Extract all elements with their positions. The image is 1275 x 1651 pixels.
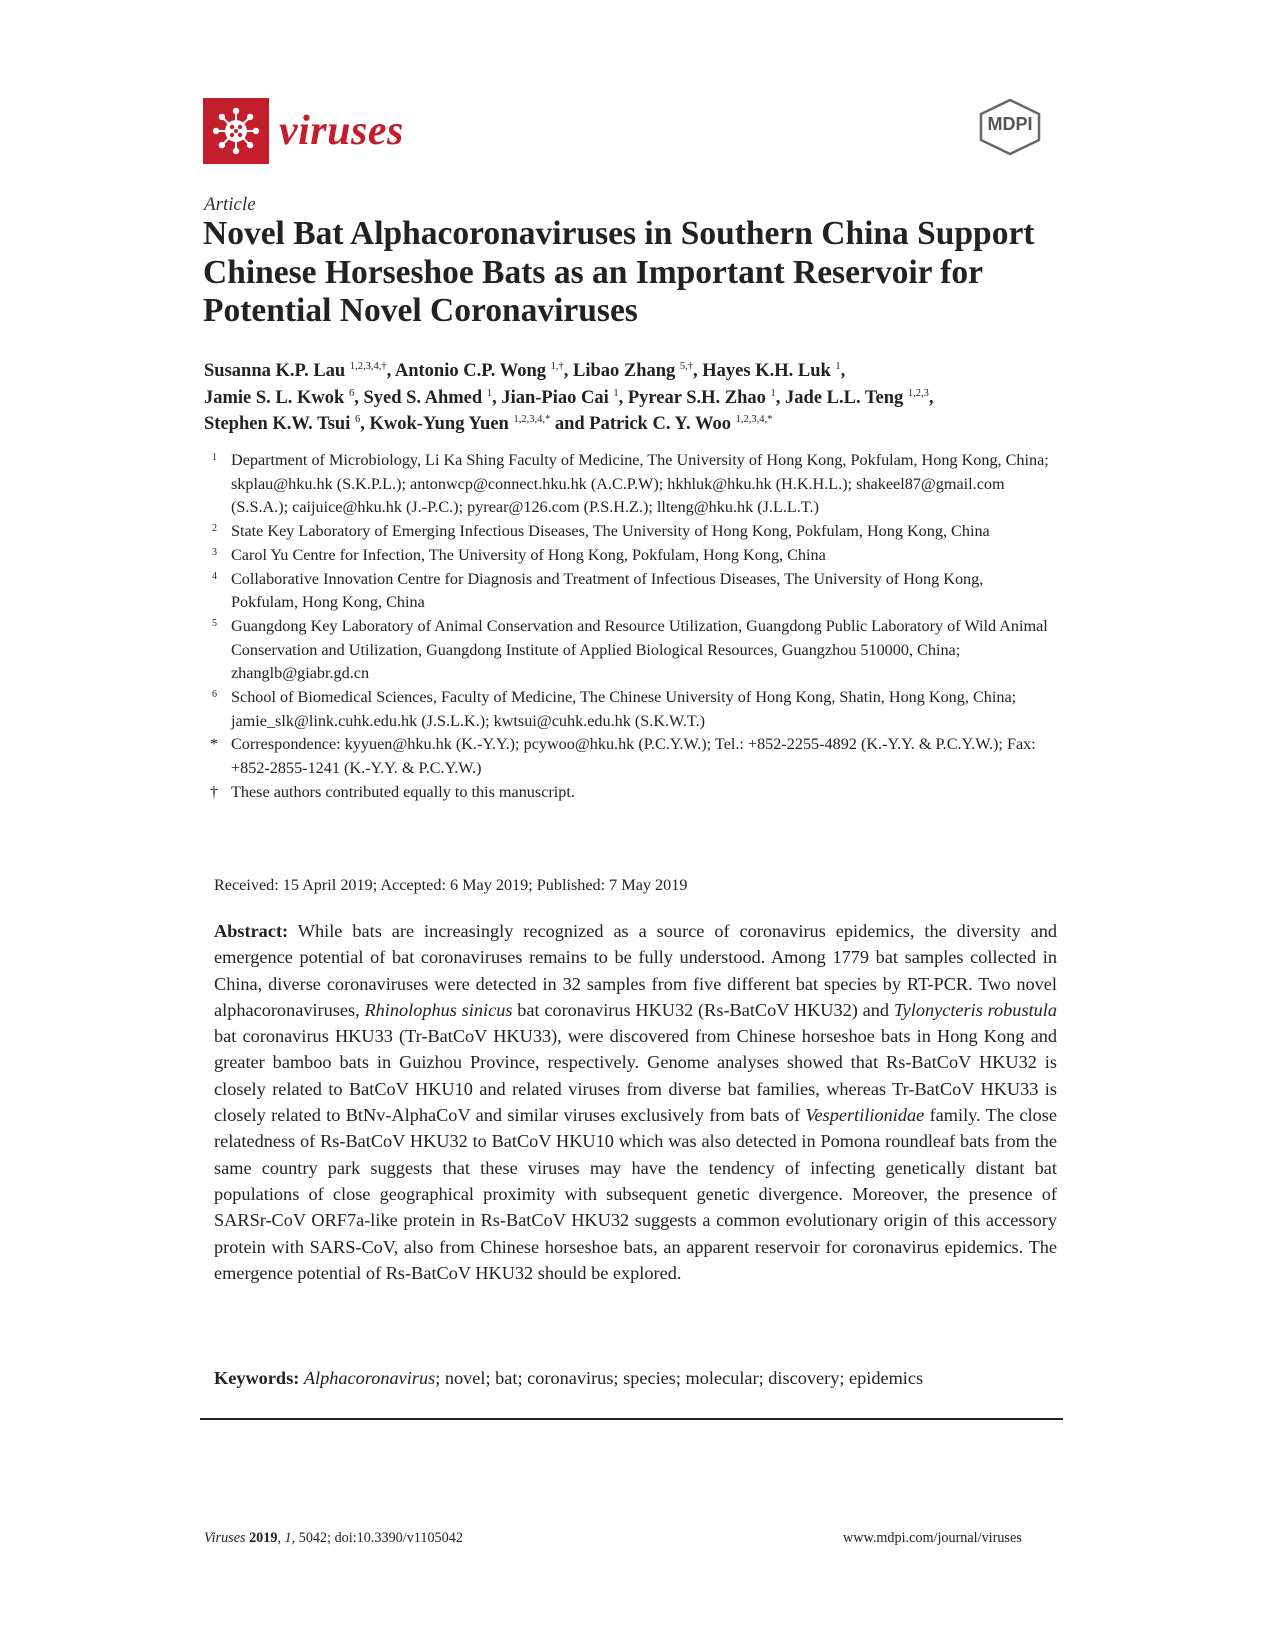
author-affiliation-marks: 1,2,3,4,*: [735, 414, 773, 425]
affiliation-text: Carol Yu Centre for Infection, The University of Hong Kong, Pokfulam, Hong Kong, China: [231, 545, 826, 564]
abstract-label: Abstract:: [214, 921, 289, 941]
affiliation-mark: 6: [212, 689, 217, 701]
author-name: Jian-Piao Cai: [501, 387, 609, 408]
author-affiliation-marks: 1: [486, 387, 493, 399]
author-name: Susanna K.P. Lau: [204, 361, 346, 381]
author-name: Jamie S. L. Kwok: [204, 387, 345, 408]
affiliation-mark: 2: [212, 523, 217, 535]
virus-icon: [203, 98, 269, 164]
author-separator: and: [550, 414, 590, 434]
author-name: Kwok-Yung Yuen: [369, 414, 509, 434]
author-name: Libao Zhang: [572, 361, 676, 381]
author-name: Patrick C. Y. Woo: [589, 414, 731, 434]
author-affiliation-marks: 1: [613, 387, 619, 399]
author-affiliation-marks: 1,2,3,4,*: [513, 414, 551, 425]
author-separator: ,: [775, 387, 786, 408]
publisher-logo: [978, 98, 1042, 156]
journal-logo: [203, 98, 404, 164]
affiliation-text: Collaborative Innovation Centre for Diagnosis and Treatment of Infectious Diseases, The University of Hong Kong, Pokfulam, Hong Kong, China: [231, 569, 984, 612]
abstract-text: While bats are increasingly recognized as a source of coronavirus epidemics, the diversity and emergence potential of bat coronaviruses remains to be fully understood. Among 1779 bat samples collected in China, diverse coronaviruses were detected in 32 samples from five different bat species by RT-PCR. Two novel alphacoronaviruses,: [214, 921, 1057, 1020]
affiliation-text: These authors contributed equally to this manuscript.: [231, 782, 575, 801]
abstract-body: [214, 921, 1057, 1283]
author-affiliation-marks: 1,2,3,4,†: [349, 361, 387, 372]
author-separator: ,: [693, 361, 703, 381]
author-list: [204, 358, 1054, 438]
footer-year: 2019: [249, 1530, 278, 1546]
author-separator: ,: [386, 361, 395, 381]
footer-citation: Viruses 2019, 1, 5042; doi:10.3390/v1105042: [204, 1530, 463, 1546]
affiliation-item: [204, 520, 1054, 544]
footer-journal: Viruses: [204, 1530, 246, 1546]
abstract-text: bat coronavirus HKU32 (Rs-BatCoV HKU32) and: [512, 999, 894, 1020]
author-affiliation-marks: 1: [770, 387, 776, 399]
species-name: Rhinolophus sinicus: [364, 999, 513, 1020]
author-separator: ,: [354, 387, 364, 408]
author-separator: ,: [563, 361, 573, 381]
keywords-label: Keywords:: [214, 1368, 300, 1388]
affiliation-list: [204, 449, 1054, 805]
journal-name: viruses: [279, 108, 404, 154]
author-name: Antonio C.P. Wong: [394, 361, 546, 381]
author-affiliation-marks: 6: [355, 414, 361, 425]
footer-url[interactable]: www.mdpi.com/journal/viruses: [843, 1530, 1022, 1546]
author-affiliation-marks: 1,†: [550, 361, 564, 372]
affiliation-mark: 3: [212, 546, 217, 558]
author-name: Jade L.L. Teng: [785, 387, 904, 408]
affiliation-item: [204, 544, 1054, 568]
keyword-first: Alphacoronavirus: [303, 1368, 436, 1388]
author-affiliation-marks: 1: [835, 361, 841, 372]
affiliation-text: School of Biomedical Sciences, Faculty of Medicine, The Chinese University of Hong Kong, Shatin, Hong Kong, China; jamie_slk@link.cuhk.edu.hk (J.S.L.K.); kwtsui@cuhk.edu.hk (S.K.W.T.): [231, 688, 1017, 730]
article-type: Article: [204, 194, 256, 215]
affiliation-text: Guangdong Key Laboratory of Animal Conservation and Resource Utilization, Guangdong Public Laboratory of Wild Animal Conservation and Utilization, Guangdong Institute of Applied Biological Resources, Guangzhou 510000, China; zhanglb@giabr.gd.cn: [231, 616, 1048, 683]
keywords: [214, 1368, 1057, 1389]
species-name: Vespertilionidae: [805, 1105, 925, 1126]
affiliation-text: Department of Microbiology, Li Ka Shing Faculty of Medicine, The University of Hong Kong, Pokfulam, Hong Kong, China; skplau@hku.hk (S.K.P.L.); antonwcp@connect.hku.hk (A.C.P.W); hkhluk@hku.hk (H.K.H.L.); shakeel87@gmail.com (S.S.A.); caijuice@hku.hk (J.-P.C.); pyrear@126.com (P.S.H.Z.); llteng@hku.hk (J.L.L.T.): [231, 451, 1049, 517]
affiliation-mark: *: [210, 736, 218, 754]
footer-doi: , 5042; doi:10.3390/v1105042: [291, 1530, 463, 1546]
affiliation-item: [204, 449, 1054, 520]
affiliation-text: State Key Laboratory of Emerging Infectious Diseases, The University of Hong Kong, Pokfulam, Hong Kong, China: [231, 522, 990, 541]
section-divider: [200, 1418, 1063, 1420]
affiliation-mark: 5: [212, 617, 217, 629]
author-separator: ,: [360, 414, 370, 434]
affiliation-item: [204, 686, 1054, 733]
author-separator: ,: [618, 387, 628, 408]
abstract-text: family. The close relatedness of Rs-BatCoV HKU32 to BatCoV HKU10 which was also detected in Pomona roundleaf bats from the same country park suggests that these viruses may have the tendency of infecting genetically distant bat populations of close geographical proximity with subsequent genetic divergence. Moreover, the presence of SARSr-CoV ORF7a-like protein in Rs-BatCoV HKU32 suggests a common evolutionary origin of this accessory protein with SARS-CoV, also from Chinese horseshoe bats, an apparent reservoir for coronavirus epidemics. The emergence potential of Rs-BatCoV HKU32 should be explored.: [214, 1105, 1057, 1283]
keyword-rest: ; novel; bat; coronavirus; species; molecular; discovery; epidemics: [435, 1368, 924, 1388]
affiliation-mark: 1: [212, 452, 217, 463]
affiliation-item: [204, 615, 1054, 686]
abstract-text: bat coronavirus HKU33 (Tr-BatCoV HKU33), were discovered from Chinese horseshoe bats in Hong Kong and greater bamboo bats in Guizhou Province, respectively. Genome analyses showed that Rs-BatCoV HKU32 is closely related to BatCoV HKU10 and related viruses from diverse bat families, whereas Tr-BatCoV HKU33 is closely related to BtNv-AlphaCoV and similar viruses exclusively from bats of: [214, 1026, 1057, 1126]
affiliation-mark: 4: [212, 570, 217, 582]
affiliation-mark: †: [210, 783, 218, 801]
footer-volume: 1: [284, 1530, 292, 1546]
author-affiliation-marks: 1,2,3: [907, 387, 929, 399]
abstract: [214, 918, 1057, 1286]
author-separator: ,: [928, 387, 934, 408]
publisher-name: MDPI: [987, 114, 1033, 134]
paper-title: Novel Bat Alphacoronaviruses in Southern China Support Chinese Horseshoe Bats as an Important Reservoir for Potential Novel Coronaviruses: [203, 215, 1035, 329]
author-name: Hayes K.H. Luk: [702, 361, 831, 381]
author-affiliation-marks: 6: [348, 387, 355, 399]
affiliation-text: Correspondence: kyyuen@hku.hk (K.-Y.Y.); pcywoo@hku.hk (P.C.Y.W.); Tel.: +852-2255-4892 (K.-Y.Y. & P.C.Y.W.); Fax: +852-2855-1241 (K.-Y.Y. & P.C.Y.W.): [231, 735, 1036, 778]
author-name: Stephen K.W. Tsui: [204, 414, 351, 434]
author-separator: ,: [492, 387, 502, 408]
author-name: Syed S. Ahmed: [363, 387, 483, 408]
author-name: Pyrear S.H. Zhao: [627, 387, 766, 408]
affiliation-item: [204, 781, 1054, 805]
species-name: Tylonycteris robustula: [893, 999, 1058, 1020]
author-separator: ,: [840, 361, 846, 381]
publication-dates: Received: 15 April 2019; Accepted: 6 May 2019; Published: 7 May 2019: [214, 876, 688, 894]
affiliation-item: [204, 733, 1054, 780]
author-affiliation-marks: 5,†: [679, 361, 694, 372]
affiliation-item: [204, 568, 1054, 615]
